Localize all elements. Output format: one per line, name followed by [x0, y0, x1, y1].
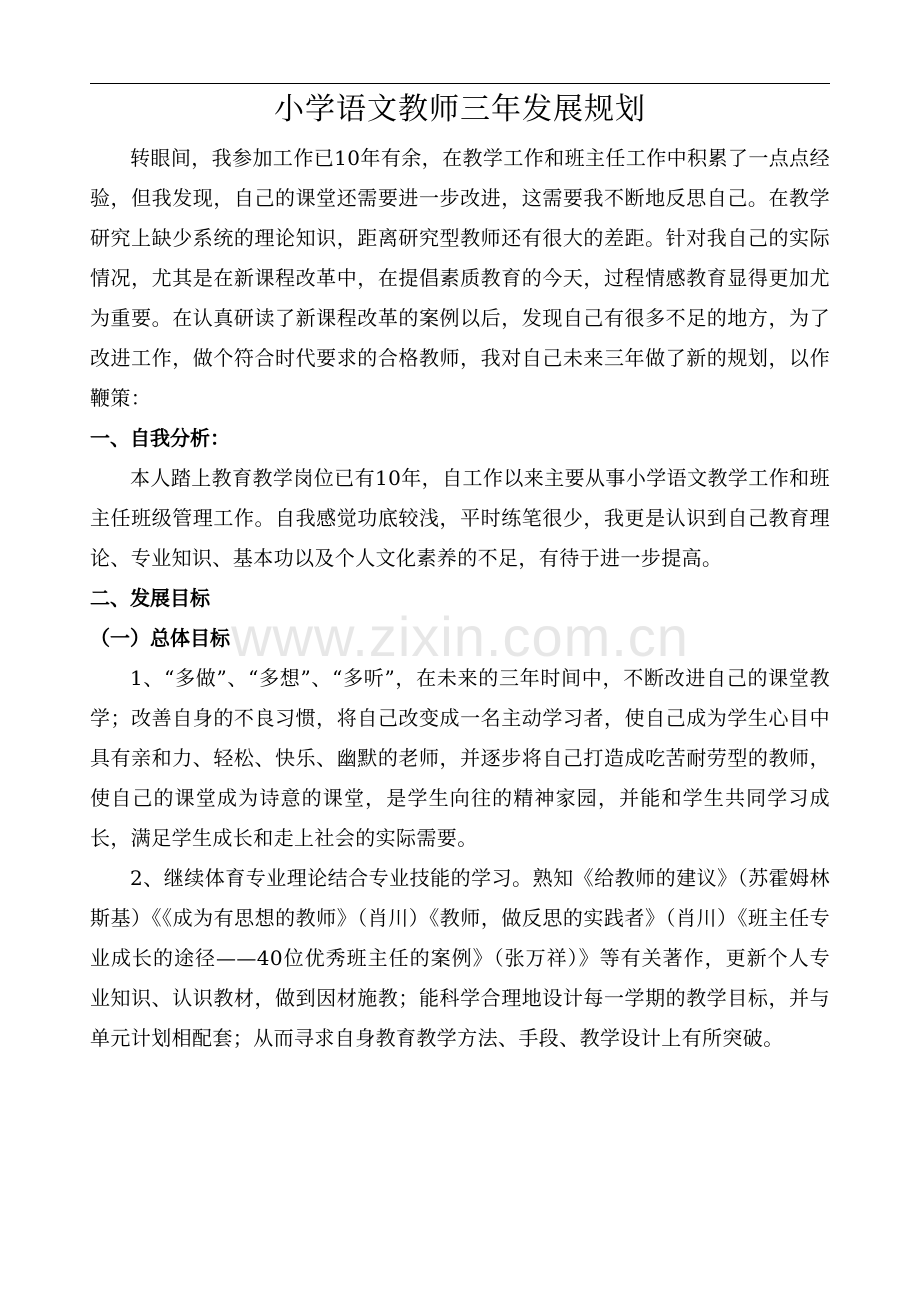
section-heading-goals: 二、发展目标	[90, 586, 210, 610]
goal-paragraph-2: 2、继续体育专业理论结合专业技能的学习。熟知《给教师的建议》（苏霍姆林斯基）《《成为有思想的教师》（肖川）《教师，做反思的实践者》（肖川）《班主任专业成长的途径——40位优秀班主任的案例》（张万祥）》等有关著作，更新个人专业知识、认识教材，做到因材施教；能科学合理地设计每一学期的教学目标，并与单元计划相配套；从而寻求自身教育教学方法、手段、教学设计上有所突破。	[90, 866, 830, 1050]
intro-paragraph: 转眼间，我参加工作已10年有余，在教学工作和班主任工作中积累了一点点经验，但我发现，自己的课堂还需要进一步改进，这需要我不断地反思自己。在教学研究上缺少系统的理论知识，距离研究型教师还有很大的差距。针对我自己的实际情况，尤其是在新课程改革中，在提倡素质教育的今天，过程情感教育显得更加尤为重要。在认真研读了新课程改革的案例以后，发现自己有很多不足的地方，为了改进工作，做个符合时代要求的合格教师，我对自己未来三年做了新的规划，以作鞭策：	[90, 146, 830, 410]
subsection-heading-overall-goals: （一）总体目标	[90, 626, 230, 650]
self-analysis-paragraph: 本人踏上教育教学岗位已有10年，自工作以来主要从事小学语文教学工作和班主任班级管理工作。自我感觉功底较浅，平时练笔很少，我更是认识到自己教育理论、专业知识、基本功以及个人文化素养的不足，有待于进一步提高。	[90, 466, 830, 570]
document-body	[90, 138, 830, 1058]
header-rule	[90, 83, 830, 84]
goal-paragraph-1: 1、“多做”、“多想”、“多听”，在未来的三年时间中，不断改进自己的课堂教学；改善自身的不良习惯，将自己改变成一名主动学习者，使自己成为学生心目中具有亲和力、轻松、快乐、幽默的老师，并逐步将自己打造成吃苦耐劳型的教师，使自己的课堂成为诗意的课堂，是学生向往的精神家园，并能和学生共同学习成长，满足学生成长和走上社会的实际需要。	[90, 666, 830, 850]
section-heading-self-analysis: 一、自我分析：	[90, 426, 230, 450]
document-title: 小学语文教师三年发展规划	[274, 92, 646, 127]
watermark: www.zixin.com.cn	[231, 605, 689, 668]
